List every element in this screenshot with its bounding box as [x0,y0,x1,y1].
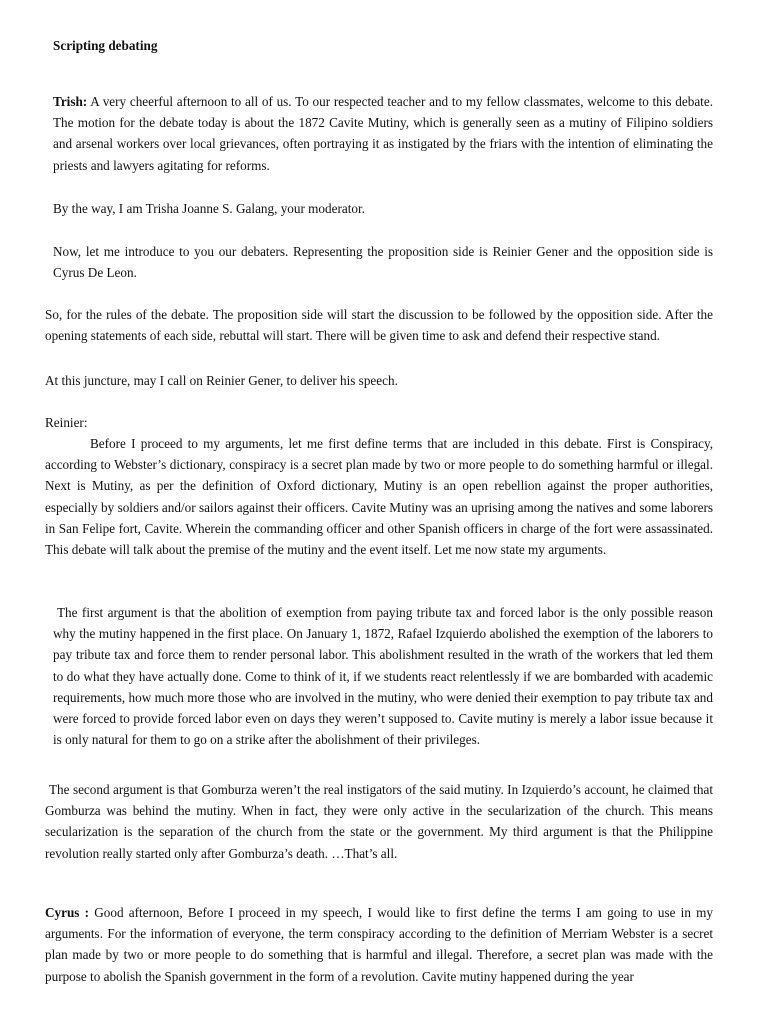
cyrus-speech-paragraph [45,902,713,987]
speaker-cyrus: Cyrus : [45,905,90,920]
reinier-argument1-paragraph: The first argument is that the abolition of exemption from paying tribute tax and forced labor is the only possible reason why the mutiny happened in the first place. On January 1, 1872, Rafael Izquierdo abolished the exemption of the laborers to pay tribute tax and force them to render personal labor. This abolishment resulted in the wrath of the workers that led them to do what they have actually done. Come to think of it, if we students react relentlessly if we are bombarded with academic requirements, how much more those who are involved in the mutiny, who were denied their exemption to pay tribute tax and were forced to provide forced labor even on days they weren’t supposed to. Cavite mutiny is merely a labor issue because it is only natural for them to go on a strike after the abolishment of their privileges. [53,605,713,748]
trish-call-paragraph: At this juncture, may I call on Reinier Gener, to deliver his speech. [45,373,398,388]
reinier-definitions-paragraph [45,433,713,560]
trish-intro-paragraph [53,91,713,176]
trish-moderator-paragraph: By the way, I am Trisha Joanne S. Galang, your moderator. [53,201,365,216]
cyrus-speech-text: Good afternoon, Before I proceed in my speech, I would like to first define the terms I am going to use in my arguments. For the information of everyone, the term conspiracy according to the definition of Merriam Webster is a secret plan made by two or more people to do something that is harmful and illegal. Therefore, a secret plan was made with the purpose to abolish the Spanish government in the form of a revolution. Cavite mutiny happened during the year [45,905,713,984]
speaker-trish: Trish: [53,94,88,109]
trish-rules-paragraph: So, for the rules of the debate. The proposition side will start the discussion to be followed by the opposition side. After the opening statements of each side, rebuttal will start. There will be given time to ask and defend their respective stand. [45,307,713,344]
speaker-reinier: Reinier: [45,415,88,430]
reinier-argument2-paragraph: The second argument is that Gomburza weren’t the real instigators of the said mutiny. In Izquierdo’s account, he claimed that Gomburza was behind the mutiny. When in fact, they were only active in the secularization of the church. This means secularization is the separation of the church from the state or the government. My third argument is that the Philippine revolution really started only after Gomburza’s death. …That’s all. [45,782,713,861]
trish-debaters-paragraph: Now, let me introduce to you our debaters. Representing the proposition side is Reinier Gener and the opposition side is Cyrus De Leon. [53,244,713,281]
trish-intro-text: A very cheerful afternoon to all of us. To our respected teacher and to my fellow classmates, welcome to this debate. The motion for the debate today is about the 1872 Cavite Mutiny, which is generally seen as a mutiny of Filipino soldiers and arsenal workers over local grievances, often portraying it as instigated by the friars with the intention of eliminating the priests and lawyers agitating for reforms. [53,94,713,173]
document-title: Scripting debating [53,38,158,53]
reinier-definitions-text: Before I proceed to my arguments, let me first define terms that are included in this debate. First is Conspiracy, according to Webster’s dictionary, conspiracy is a secret plan made by two or more people to do something harmful or illegal. Next is Mutiny, as per the definition of Oxford dictionary, Mutiny is an open rebellion against the proper authorities, especially by soldiers and/or sailors against their officers. Cavite Mutiny was an uprising among the natives and some laborers in San Felipe fort, Cavite. Wherein the commanding officer and other Spanish officers in charge of the fort were assassinated. This debate will talk about the premise of the mutiny and the event itself. Let me now state my arguments. [45,436,713,558]
